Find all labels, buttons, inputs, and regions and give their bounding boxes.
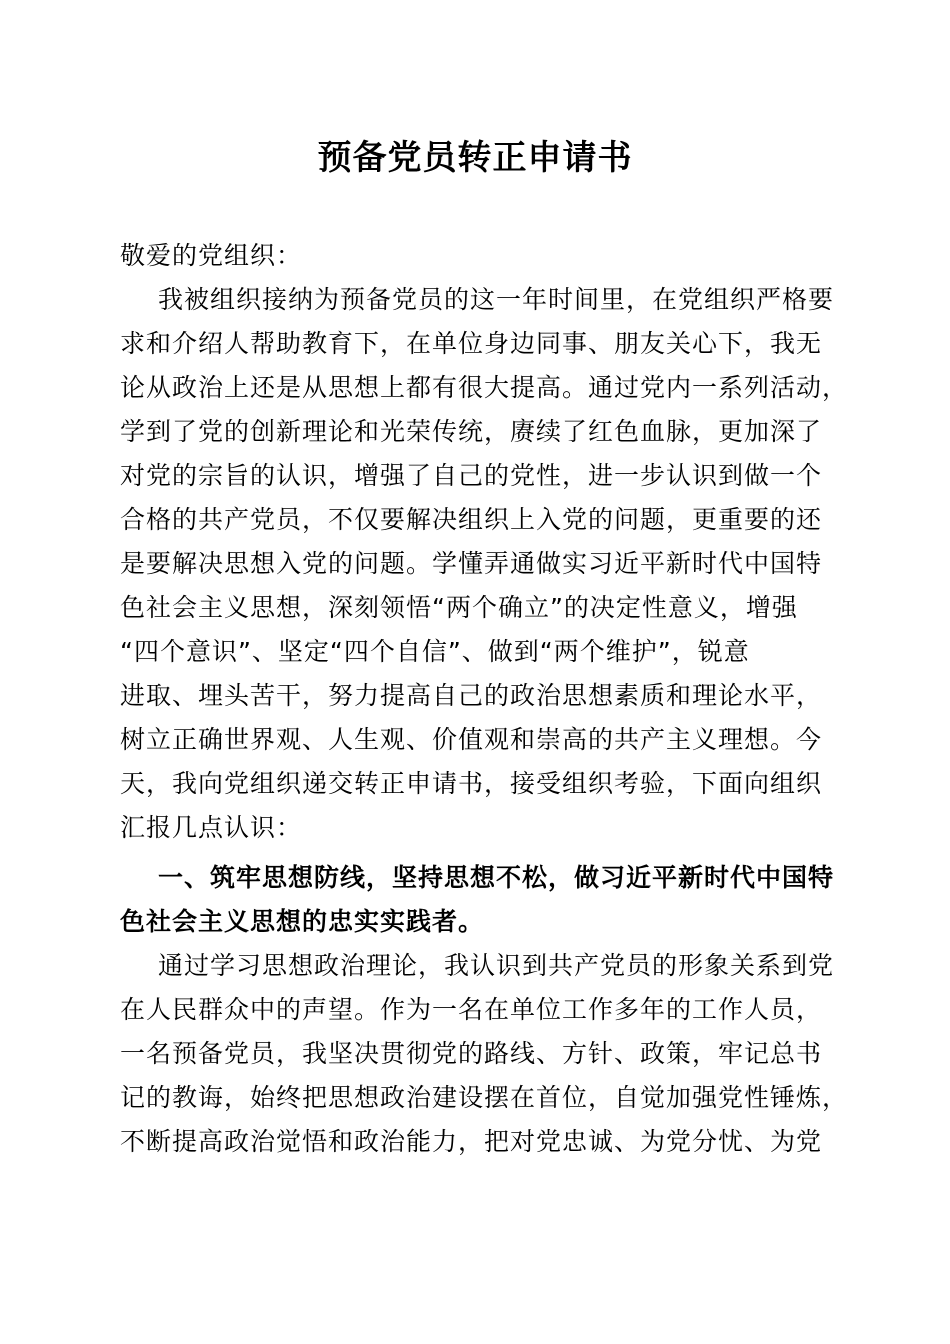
paragraph-2 — [120, 944, 849, 1164]
salutation — [120, 234, 832, 278]
text-line: 是要解决思想入党的问题。学懂弄通做实习近平新时代中国特 — [120, 549, 823, 578]
text-line: 不断提高政治觉悟和政治能力，把对党忠诚、为党分忧、为党 — [120, 1127, 823, 1156]
heading-line: 色社会主义思想的忠实实践者。 — [120, 907, 485, 936]
text-line: 记的教诲，始终把思想政治建设摆在首位，自觉加强党性锤炼， — [120, 1083, 849, 1112]
text-line: 色社会主义思想，深刻领悟“两个确立”的决定性意义，增强 — [120, 593, 798, 622]
section-heading-1 — [120, 856, 835, 944]
text-line: 对党的宗旨的认识，增强了自己的党性，进一步认识到做一个 — [120, 461, 823, 490]
text-line: 论从政治上还是从思想上都有很大提高。通过党内一系列活动， — [120, 373, 849, 402]
text-line: 合格的共产党员，不仅要解决组织上入党的问题，更重要的还 — [120, 505, 823, 534]
text-line: 学到了党的创新理论和光荣传统，赓续了红色血脉，更加深了 — [120, 417, 823, 446]
document-title: 预备党员转正申请书 — [317, 138, 633, 178]
text-line: 我被组织接纳为预备党员的这一年时间里，在党组织严格要 — [158, 285, 835, 314]
text-line: 通过学习思想政治理论，我认识到共产党员的形象关系到党 — [158, 951, 835, 980]
text-line: 进取、埋头苦干，努力提高自己的政治思想素质和理论水平， — [120, 681, 823, 710]
text-line: 一名预备党员，我坚决贯彻党的路线、方针、政策，牢记总书 — [120, 1039, 823, 1068]
text-line: “四个意识”、坚定“四个自信”、做到“两个维护”，锐意 — [120, 637, 750, 666]
paragraph-1 — [120, 278, 849, 850]
text-line: 在人民群众中的声望。作为一名在单位工作多年的工作人员， — [120, 995, 823, 1024]
heading-line: 一、筑牢思想防线，坚持思想不松，做习近平新时代中国特 — [158, 863, 835, 892]
text-line: 天，我向党组织递交转正申请书，接受组织考验，下面向组织 — [120, 769, 823, 798]
text-line: 汇报几点认识： — [120, 813, 303, 842]
text-line: 求和介绍人帮助教育下，在单位身边同事、朋友关心下，我无 — [120, 329, 823, 358]
text-line: 树立正确世界观、人生观、价值观和崇高的共产主义理想。今 — [120, 725, 823, 754]
salutation-line: 敬爱的党组织： — [120, 241, 303, 270]
